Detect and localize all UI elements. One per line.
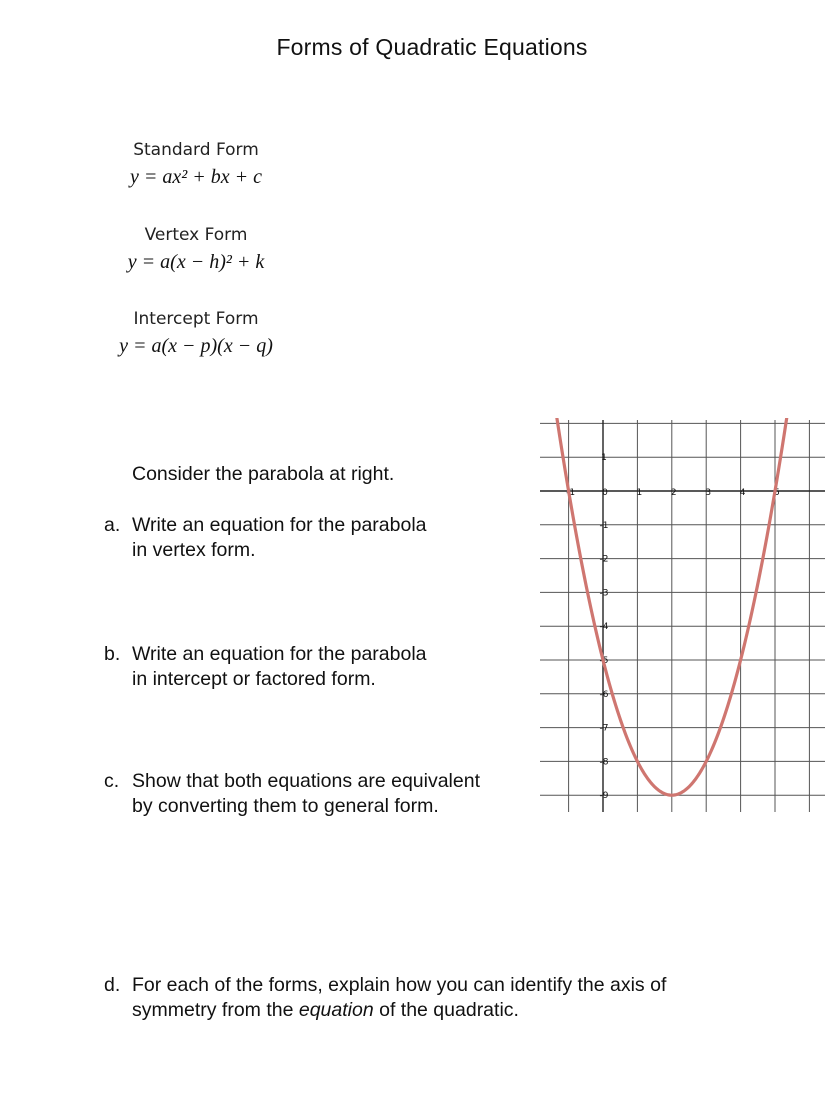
question-d-line-2-end: of the quadratic. — [373, 999, 519, 1021]
question-a — [104, 513, 524, 563]
vertex-form-block — [80, 225, 312, 274]
x-tick-label: 5 — [774, 488, 780, 498]
standard-form-label: Standard Form — [133, 140, 259, 160]
question-c — [104, 769, 534, 819]
intro-text: Consider the parabola at right. — [132, 463, 395, 485]
intercept-form-label: Intercept Form — [133, 309, 259, 329]
question-d-emphasis: equation — [298, 999, 374, 1021]
x-tick-label: 3 — [705, 488, 712, 498]
parabola-graph — [535, 418, 825, 818]
question-b-line-1: Write an equation for the parabola — [132, 643, 427, 665]
y-tick-label: -6 — [599, 689, 609, 700]
y-tick-label: -9 — [599, 791, 609, 802]
question-b-line-2: in intercept or factored form. — [132, 668, 376, 690]
y-tick-label: -1 — [599, 520, 609, 531]
y-tick-label: -7 — [599, 723, 609, 734]
question-d-line-2-start: symmetry from the — [132, 999, 299, 1021]
y-tick-label: 1 — [601, 453, 607, 464]
y-tick-label: -3 — [599, 588, 609, 599]
x-tick-label: -1 — [566, 488, 576, 498]
y-tick-label: -5 — [599, 656, 609, 666]
question-c-line-1: Show that both equations are equivalent — [132, 770, 481, 792]
question-a-line-1: Write an equation for the parabola — [132, 514, 427, 536]
page-title: Forms of Quadratic Equations — [276, 34, 588, 60]
y-tick-label: -4 — [599, 622, 609, 633]
question-d — [104, 973, 804, 1023]
question-a-line-2: in vertex form. — [132, 539, 256, 561]
standard-form-block — [80, 140, 312, 189]
x-tick-label: 0 — [602, 488, 608, 498]
question-c-letter: c. — [104, 770, 120, 792]
y-tick-label: -2 — [599, 554, 609, 565]
question-c-line-2: by converting them to general form. — [132, 795, 439, 817]
question-d-line-1: For each of the forms, explain how you can identify the axis of — [132, 974, 667, 996]
standard-form-equation: y = ax² + bx + c — [130, 166, 262, 188]
intercept-form-block — [80, 309, 312, 358]
intercept-form-equation: y = a(x − p)(x − q) — [119, 335, 273, 357]
vertex-form-equation: y = a(x − h)² + k — [127, 251, 265, 273]
x-tick-label: 4 — [739, 488, 746, 498]
question-b-letter: b. — [104, 643, 121, 665]
x-tick-label: 2 — [670, 488, 677, 498]
vertex-form-label: Vertex Form — [144, 225, 248, 245]
question-a-letter: a. — [104, 514, 121, 536]
question-b — [104, 642, 524, 692]
x-tick-label: 1 — [636, 488, 643, 498]
question-d-letter: d. — [104, 974, 121, 996]
y-tick-label: -8 — [599, 757, 609, 768]
question-d-line-2 — [132, 998, 804, 1023]
